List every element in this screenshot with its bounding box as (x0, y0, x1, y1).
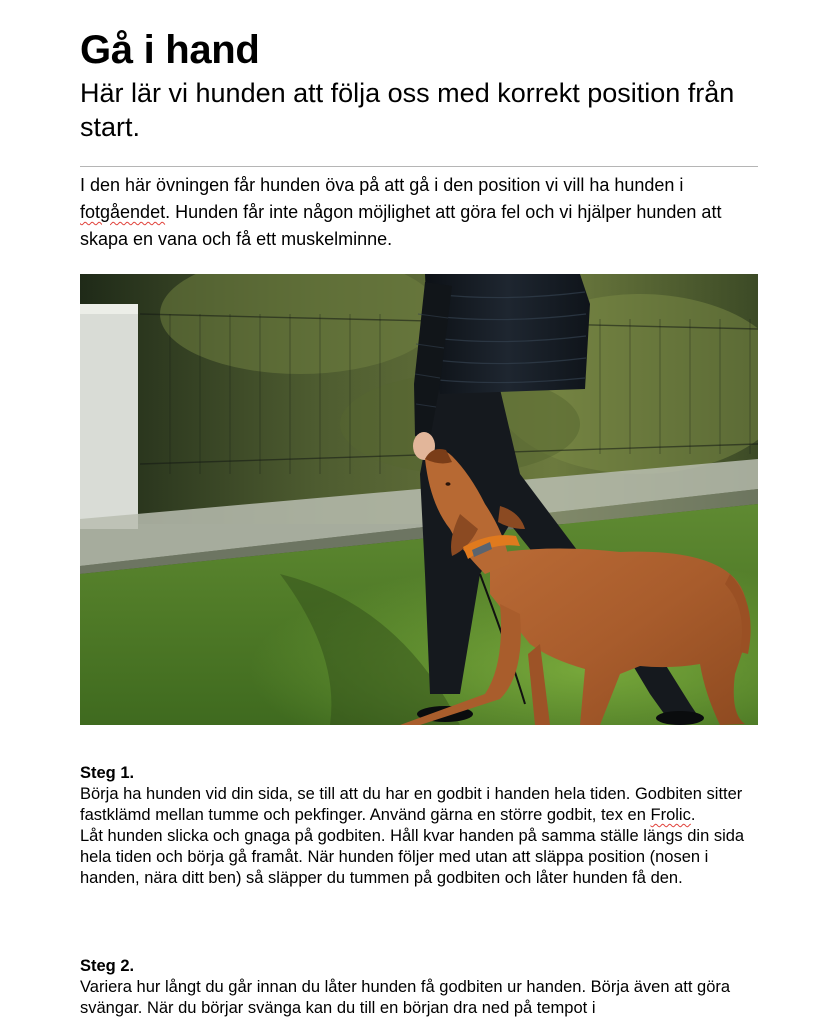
step-1-heading: Steg 1. (80, 764, 135, 782)
spellcheck-flagged-word[interactable]: Frolic (650, 806, 691, 824)
step-1 (80, 763, 758, 889)
intro-text-end: . Hunden får inte någon möjlighet att göra fel och vi hjälper hunden att skapa en vana och få ett muskelminne. (80, 202, 722, 249)
step-2 (80, 956, 758, 1019)
step-1-paragraph-1 (80, 784, 758, 826)
step-1-text-start: Börja ha hunden vid din sida, se till att du har en godbit i handen hela tiden. Godbiten sitter fastklämd mellan tumme och pekfinger. Använd gärna en större godbit, tex en (80, 785, 743, 824)
intro-paragraph (80, 172, 758, 253)
step-2-heading: Steg 2. (80, 957, 135, 975)
step-1-paragraph-2: Låt hunden slicka och gnaga på godbiten. Håll kvar handen på samma ställe längs din sida hela tiden och börja gå framåt. När hunden följer med utan att släppa position (nosen i handen, nära ditt ben) så släpper du tummen på godbiten och låter hunden få den. (80, 827, 745, 887)
page-subtitle: Här lär vi hunden att följa oss med korrekt position från start. (80, 78, 735, 142)
step-1-text-end: . (690, 806, 696, 824)
spellcheck-flagged-word[interactable]: fotgåendet (80, 202, 166, 222)
page-title: Gå i hand (80, 28, 260, 72)
divider (80, 166, 758, 167)
intro-text-start: I den här övningen får hunden öva på att gå i den position vi vill ha hunden i (80, 175, 684, 195)
step-2-paragraph-1: Variera hur långt du går innan du låter hunden få godbiten ur handen. Börja även att göra svängar. När du börjar svänga kan du till en början dra ned på tempot i (80, 978, 731, 1017)
dog-training-photo (80, 274, 758, 725)
